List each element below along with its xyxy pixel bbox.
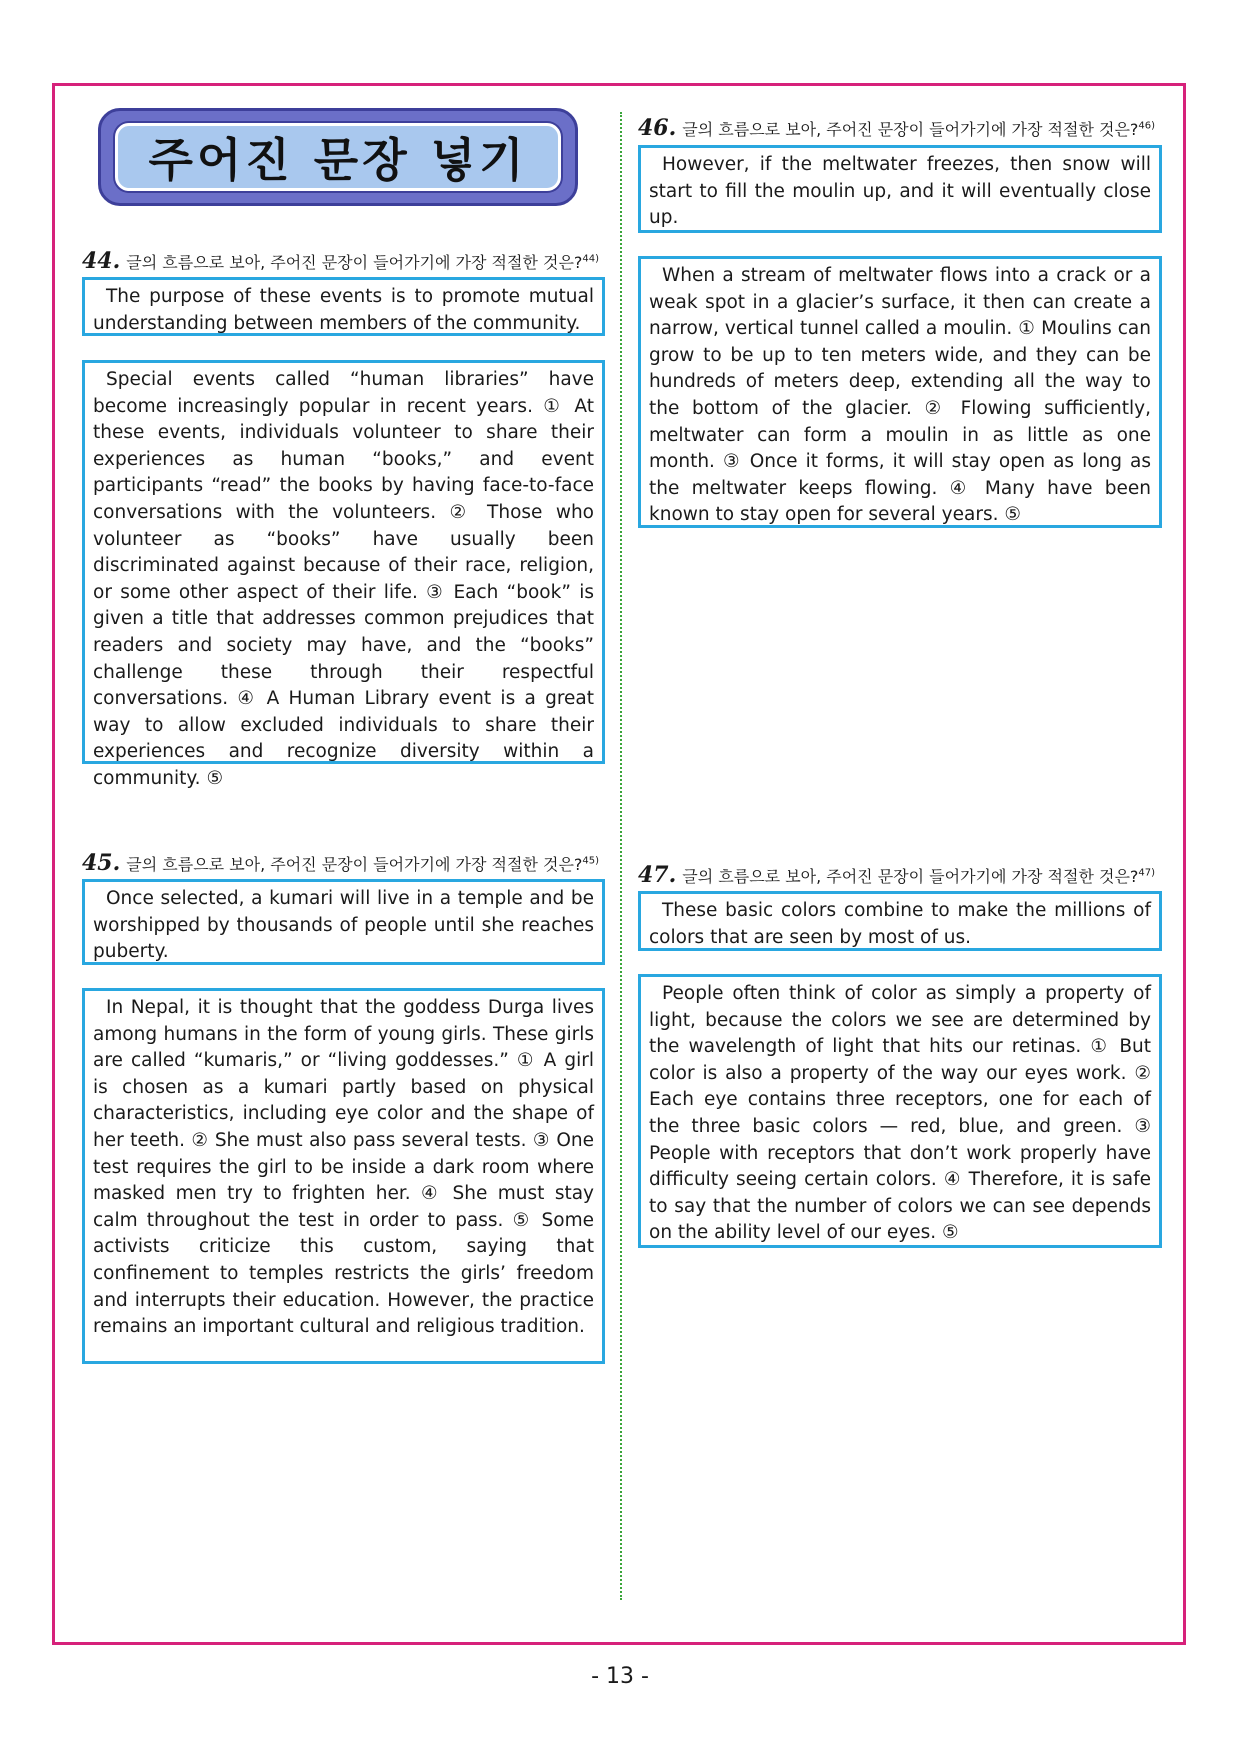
section-title-inner [115,123,561,191]
passage-box-45 [82,988,605,1364]
given-sentence-box-46 [638,145,1162,233]
passage-box-44 [82,360,605,789]
footnote-marker: 45) [582,855,600,867]
given-sentence-box-47 [638,891,1162,951]
question-header-44 [82,248,599,274]
passage-text: In Nepal, it is thought that the goddess Durga lives among humans in the form of young girls. These girls are called “kumaris,” or “living goddesses.” ① A girl is chosen as a kumari partly based on physical characteristics, including eye color and the shape of her teeth. ② She must also pass several tests. ③ One test requires the girl to be inside a dark room where masked men try to frighten her. ④ She must stay calm throughout the test in order to pass. ⑤ Some activists criticize this custom, saying that confinement to temples restricts the girls’ freedom and interrupts their education. However, the practice remains an important cultural and religious tradition. [93,997,594,1338]
passage-text: When a stream of meltwater flows into a crack or a weak spot in a glacier’s surface, it then can create a narrow, vertical tunnel called a moulin. ① Moulins can grow to be up to ten meters wide, and they can be hundreds of meters deep, extending all the way to the bottom of the glacier. ② Flowing sufficiently, meltwater can form a moulin in as little as one month. ③ Once it forms, it will stay open as long as the meltwater keeps flowing. ④ Many have been known to stay open for several years. ⑤ [649,265,1151,526]
passage-box-47 [638,974,1162,1248]
column-divider [620,112,622,1600]
question-instruction: 글의 흐름으로 보아, 주어진 문장이 들어가기에 가장 적절한 것은? [126,253,583,272]
question-instruction: 글의 흐름으로 보아, 주어진 문장이 들어가기에 가장 적절한 것은? [682,120,1139,139]
given-sentence: These basic colors combine to make the millions of colors that are seen by most of us. [649,900,1151,948]
question-header-47 [638,862,1155,888]
footnote-marker: 47) [1138,867,1156,879]
question-instruction: 글의 흐름으로 보아, 주어진 문장이 들어가기에 가장 적절한 것은? [126,855,583,874]
given-sentence-box-44 [82,277,605,336]
question-instruction: 글의 흐름으로 보아, 주어진 문장이 들어가기에 가장 적절한 것은? [682,867,1139,886]
question-number: 44. [82,248,121,274]
footnote-marker: 46) [1138,120,1156,132]
footnote-marker: 44) [582,253,600,265]
question-number: 47. [638,862,677,888]
passage-box-46 [638,256,1162,528]
given-sentence: Once selected, a kumari will live in a temple and be worshipped by thousands of people until she reaches puberty. [93,888,594,963]
question-header-46 [638,115,1155,141]
passage-text: Special events called “human libraries” have become increasingly popular in recent years. ① At these events, individuals volunteer to share their experiences as human “books,” and event participants “read” the books by having face-to-face conversations with the volunteers. ② Those who volunteer as “books” have usually been discriminated against because of their race, religion, or some other aspect of their life. ③ Each “book” is given a title that addresses common prejudices that readers and society may have, and the “books” challenge these through their respectful conversations. ④ A Human Library event is a great way to allow excluded individuals to share their experiences and recognize diversity within a community. ⑤ [93,369,594,789]
section-title: 주어진 문장 넣기 [148,133,528,187]
page-number: - 13 - [591,1664,649,1689]
section-title-badge [98,108,578,206]
passage-text: People often think of color as simply a property of light, because the colors we see are determined by the wavelength of light that hits our retinas. ① But color is also a property of the way our eyes work. ② Each eye contains three receptors, one for each of the three basic colors — red, blue, and green. ③ People with receptors that don’t work properly have difficulty seeing certain colors. ④ Therefore, it is safe to say that the number of colors we can see depends on the ability level of our eyes. ⑤ [649,983,1151,1244]
question-number: 46. [638,115,677,141]
given-sentence-box-45 [82,879,605,965]
question-number: 45. [82,850,121,876]
question-header-45 [82,850,599,876]
given-sentence: The purpose of these events is to promote mutual understanding between members of the community. [93,286,594,334]
given-sentence: However, if the meltwater freezes, then snow will start to fill the moulin up, and it will eventually close up. [649,154,1151,229]
